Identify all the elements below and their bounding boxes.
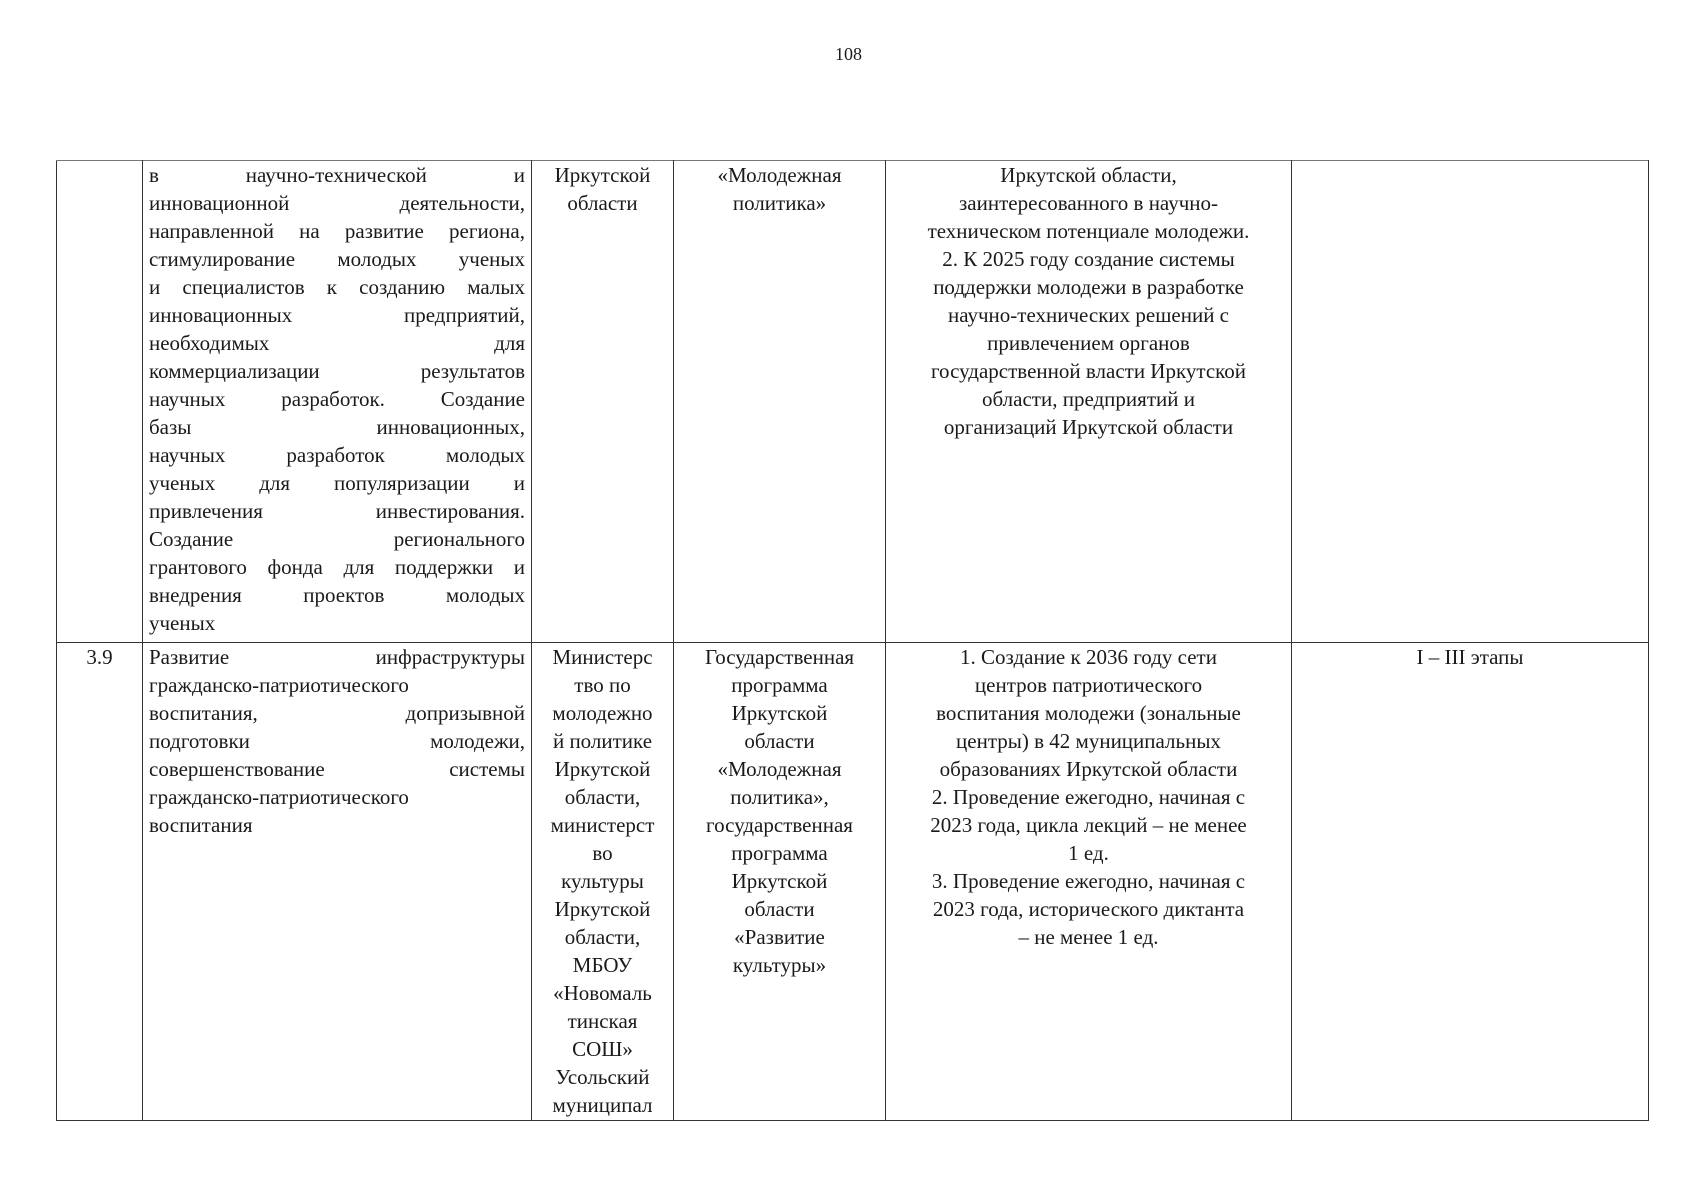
- measures-table: [56, 160, 1649, 1121]
- activity-line: направленной на развитие региона,: [149, 219, 525, 243]
- activity-cell: [143, 643, 532, 1121]
- table-row: [57, 643, 1649, 1121]
- activity-line: коммерциализации результатов: [149, 359, 525, 383]
- stages-cell: I – III этапы: [1292, 643, 1649, 1121]
- activity-line: ученых: [149, 611, 216, 635]
- row-number-cell: 3.9: [57, 643, 143, 1121]
- stages-cell: [1292, 161, 1649, 643]
- program-cell: Государственная программа Иркутской области «Молодежная политика», государственная программа Иркутской области «Развитие культуры»: [674, 643, 886, 1121]
- activity-line: привлечения инвестирования.: [149, 499, 525, 523]
- row-number-cell: [57, 161, 143, 643]
- result-cell: Иркутской области, заинтересованного в научно- техническом потенциале молодежи. 2. К 2025 году создание системы поддержки молодежи в разработке научно-технических решений с привлечением органов государственной власти Иркутской области, предприятий и организаций Иркутской области: [886, 161, 1292, 643]
- activity-line: грантового фонда для поддержки и: [149, 555, 525, 579]
- program-cell: «Молодежная политика»: [674, 161, 886, 643]
- activity-line: внедрения проектов молодых: [149, 583, 525, 607]
- activity-line: Развитие инфраструктуры: [149, 645, 525, 669]
- activity-line: необходимых для: [149, 331, 525, 355]
- activity-line: подготовки молодежи,: [149, 729, 525, 753]
- activity-line: воспитания: [149, 813, 253, 837]
- executor-cell: Министерс тво по молодежно й политике Иркутской области, министерст во культуры Иркутской области, МБОУ «Новомаль тинская СОШ» Усольский муниципал: [532, 643, 674, 1121]
- activity-line: базы инновационных,: [149, 415, 525, 439]
- activity-line: и специалистов к созданию малых: [149, 275, 525, 299]
- activity-line: ученых для популяризации и: [149, 471, 525, 495]
- activity-line: научных разработок молодых: [149, 443, 525, 467]
- activity-line: воспитания, допризывной: [149, 701, 525, 725]
- activity-line: Создание регионального: [149, 527, 525, 551]
- activity-line: научных разработок. Создание: [149, 387, 525, 411]
- activity-line: стимулирование молодых ученых: [149, 247, 525, 271]
- activity-cell: [143, 161, 532, 643]
- page-number: 108: [835, 44, 862, 64]
- table-row: [57, 161, 1649, 643]
- activity-line: гражданско-патриотического: [149, 785, 409, 809]
- activity-line: гражданско-патриотического: [149, 673, 409, 697]
- activity-line: инновационной деятельности,: [149, 191, 525, 215]
- result-cell: 1. Создание к 2036 году сети центров патриотического воспитания молодежи (зональные центры) в 42 муниципальных образованиях Иркутской области 2. Проведение ежегодно, начиная с 2023 года, цикла лекций – не менее 1 ед. 3. Проведение ежегодно, начиная с 2023 года, исторического диктанта – не менее 1 ед.: [886, 643, 1292, 1121]
- activity-line: инновационных предприятий,: [149, 303, 525, 327]
- activity-line: в научно-технической и: [149, 163, 525, 187]
- activity-line: совершенствование системы: [149, 757, 525, 781]
- executor-cell: Иркутской области: [532, 161, 674, 643]
